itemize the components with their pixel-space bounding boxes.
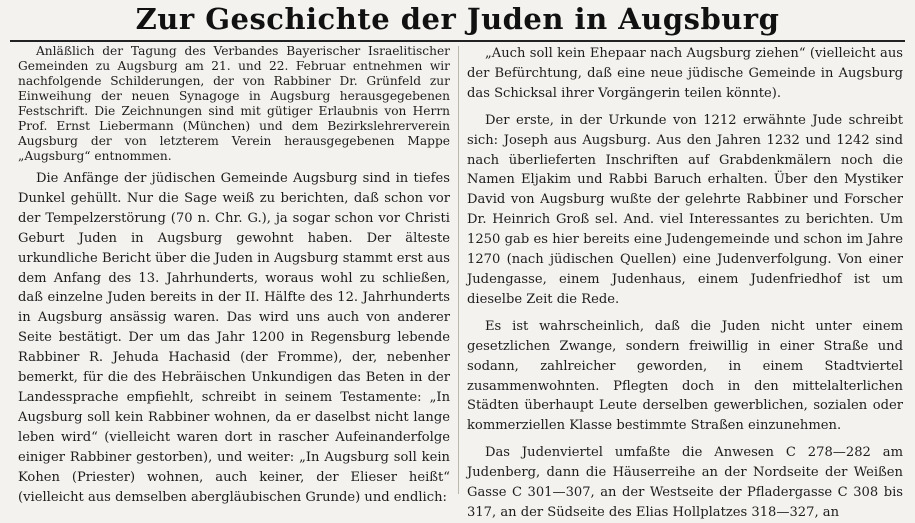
article-headline: Zur Geschichte der Juden in Augsburg [135,2,780,36]
left-column [18,44,450,505]
right-paragraph-2: Der erste, in der Urkunde von 1212 erwähnte Jude schreibt sich: Joseph aus Augsburg. Aus den Jahren 1232 und 1242 sind nach überlieferten Inschriften auf Grabdenkmälern noch die Namen Eljakim und Rabbi Baruch erhalten. Über den Mystiker David von Augsburg wußte der gelehrte Rabbiner und Forscher Dr. Heinrich Groß sel. And. viel Interessantes zu berichten. Um 1250 gab es hier bereits eine Judengemeinde und schon im Jahre 1270 (nach jüdischen Quellen) eine Judenverfolgung. Von einer Judengasse, einem Judenhaus, einem Judenfriedhof ist um dieselbe Zeit die Rede. [467,112,903,307]
right-paragraph-4: Das Judenviertel umfaßte die Anwesen C 278—282 am Judenberg, dann die Häuserreihe an der Nordseite der Weißen Gasse C 301—307, an der Westseite der Pfladergasse C 308 bis 317, an der Südseite des Elias Hollplatzes 318—327, an [467,445,903,520]
right-column [467,44,903,520]
right-paragraph-1: „Auch soll kein Ehepaar nach Augsburg ziehen“ (vielleicht aus der Befürchtung, daß eine neue jüdische Gemeinde in Augsburg das Schicksal ihrer Vorgängerin teilen könnte). [467,46,903,101]
intro-paragraph: Anläßlich der Tagung des Verbandes Bayerischer Israelitischer Gemeinden zu Augsburg am 21. und 22. Februar entnehmen wir nachfolgende Schilderungen, der von Rabbiner Dr. Grünfeld zur Einweihung der neuen Synagoge in Augsburg herausgegebenen Festschrift. Die Zeichnungen sind mit gütiger Erlaubnis von Herrn Prof. Ernst Liebermann (München) und dem Bezirkslehrerverein Augsburg der von letzterem Verein herausgegebenen Mappe „Augsburg“ entnommen. [18,44,450,163]
column-divider [458,46,459,494]
left-body-paragraph: Die Anfänge der jüdischen Gemeinde Augsburg sind in tiefes Dunkel gehüllt. Nur die Sage weiß zu berichten, daß schon vor der Tempelzerstörung (70 n. Chr. G.), ja sogar schon vor Christi Geburt Juden in Augsburg gewohnt haben. Der älteste urkundliche Bericht über die Juden in Augsburg stammt erst aus dem Anfang des 13. Jahrhunderts, woraus wohl zu schließen, daß einzelne Juden bereits in der II. Hälfte des 12. Jahrhunderts in Augsburg ansässig waren. Das wird uns auch von anderer Seite bestätigt. Der um das Jahr 1200 in Regensburg lebende Rabbiner R. Jehuda Hachasid (der Fromme), der, nebenher bemerkt, für die des Hebräischen Unkundigen das Beten in der Landessprache empfiehlt, schreibt in seinem Testamente: „In Augsburg soll kein Rabbiner wohnen, da er daselbst nicht lange leben wird“ (vielleicht waren dort in rascher Aufeinanderfolge einiger Rabbiner gestorben), und weiter: „In Augsburg soll kein Kohen (Priester) wohnen, auch keiner, der Elieser heißt“ (vielleicht aus demselben abergläubischen Grunde) und endlich: [18,171,450,505]
headline-rule [10,40,905,42]
right-paragraph-3: Es ist wahrscheinlich, daß die Juden nicht unter einem gesetzlichen Zwange, sondern freiwillig in einer Straße und sodann, zahlreicher geworden, in einem Stadtviertel zusammenwohnten. Pflegten doch in den mittelalterlichen Städten überhaupt Leute derselben gewerblichen, sozialen oder kommerziellen Klasse bestimmte Straßen einzunehmen. [467,318,903,434]
